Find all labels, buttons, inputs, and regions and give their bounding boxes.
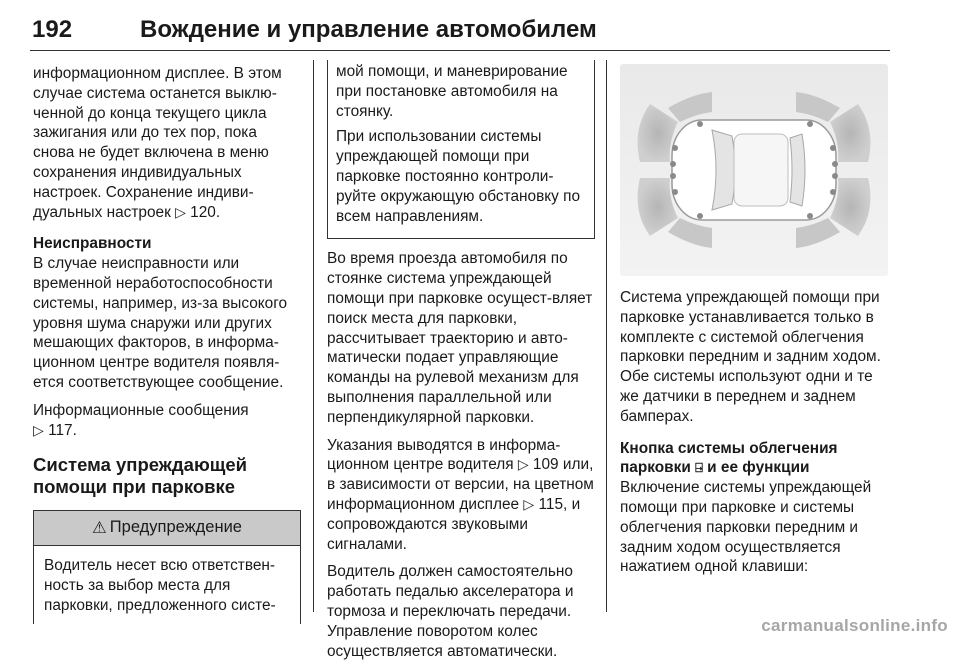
page-header <box>30 12 890 52</box>
roof-icon <box>734 134 788 206</box>
ref-arrow-icon: ▷ <box>33 421 44 438</box>
column-3 <box>620 64 890 585</box>
warning-title: Предупреждение <box>109 518 242 537</box>
front-side-zone-icon <box>668 92 712 122</box>
ref-arrow-icon: ▷ <box>523 495 535 512</box>
paragraph-2-b: или, в зависимости от версии, на цветном информационном дисплее <box>327 456 594 513</box>
paragraph-3: Водитель должен самостоятельно работать педалью акселератора и тормоза и переключать передачи. Управление поворотом колес осуществляется автоматически. <box>327 563 574 660</box>
section-heading: Система упреждающей помощи при парковке <box>33 454 248 498</box>
paragraph-2-c: и сопровождаются звуковыми сигналами. <box>327 495 581 553</box>
fault-text: В случае неисправности или временной неработоспособности системы, например, из-за высокого уровня шума снаружи или других мешающих факторов, в информа-ционном центре водителя появля-ется соответствующее сообщение. <box>33 255 288 391</box>
info-ref[interactable]: 117. <box>48 421 77 439</box>
ref-arrow-icon: ▷ <box>517 456 529 473</box>
warning-icon: ⚠ <box>92 519 107 538</box>
running-title: Вождение и управление автомобилем <box>140 16 597 43</box>
front-side-zone-icon <box>668 218 712 248</box>
intro-ref[interactable]: 120. <box>190 203 221 221</box>
button-heading-b: и ее функции <box>707 459 810 477</box>
car-top-view-image <box>620 64 888 276</box>
parking-sensor-illustration <box>620 64 888 276</box>
button-heading-a: Кнопка системы облегчения парковки <box>620 439 838 477</box>
button-heading <box>620 439 890 479</box>
warning-cont-2: При использовании системы упреждающей помощи при парковке постоянно контроли-руйте окружающую обстановку по всем направлениям. <box>336 128 581 225</box>
column-1 <box>33 64 301 624</box>
header-rule <box>30 50 890 51</box>
info-paragraph <box>33 401 301 441</box>
column-divider-2 <box>606 60 607 612</box>
paragraph-2-a: Указания выводятся в информа-ционном центре водителя <box>327 436 561 474</box>
paragraph-2-ref-1[interactable]: 109 <box>532 456 559 474</box>
column-2 <box>327 64 595 669</box>
rear-window-icon <box>790 134 805 206</box>
warning-title-bar <box>34 511 300 546</box>
rear-side-zone-icon <box>796 218 840 248</box>
ref-arrow-icon: ▷ <box>175 203 186 220</box>
info-text: Информационные сообщения <box>33 401 249 419</box>
warning-cont-1: мой помощи, и маневрирование при постановке автомобиля на стоянку. <box>336 63 568 120</box>
park-assist-icon: ⍈ <box>695 460 703 476</box>
paragraph-1: Во время проезда автомобиля по стоянке система упреждающей помощи при парковке осущест-вляет поиск места для парковки, рассчитывает траекторию и авто-матически подает управляющие команды на рулевой механизм для выполнения параллельной или перпендикулярной парковки. <box>327 250 593 426</box>
paragraph-2: Включение системы упреждающей помощи при парковке и системы облегчения парковки передним и задним ходом осуществляется нажатием одной клавиши: <box>620 479 872 576</box>
paragraph-1: Система упреждающей помощи при парковке устанавливается только в комплекте с системой облегчения парковки передним и задним ходом. Обе системы используют одни и те же датчики в переднем и заднем бамперах. <box>620 289 881 425</box>
fault-heading: Неисправности <box>33 235 152 253</box>
watermark: carmanualsonline.info <box>761 616 948 635</box>
paragraph-2 <box>327 436 595 555</box>
warning-text: Водитель несет всю ответствен-ность за выбор места для парковки, предложенного систе- <box>44 557 276 614</box>
intro-paragraph <box>33 64 301 222</box>
intro-text: информационном дисплее. В этом случае система останется выклю-ченной до конца текущего цикла зажигания или до тех пор, пока снова не будет включена в меню сохранения индивидуальных настроек. Сохранение индиви-дуальных настроек <box>33 65 282 221</box>
rear-side-zone-icon <box>796 92 840 122</box>
paragraph-2-ref-2[interactable]: 115, <box>538 495 568 513</box>
warning-box <box>33 510 301 623</box>
warning-box-continued <box>327 60 595 239</box>
column-divider-1 <box>313 60 314 612</box>
page-number: 192 <box>32 16 73 43</box>
